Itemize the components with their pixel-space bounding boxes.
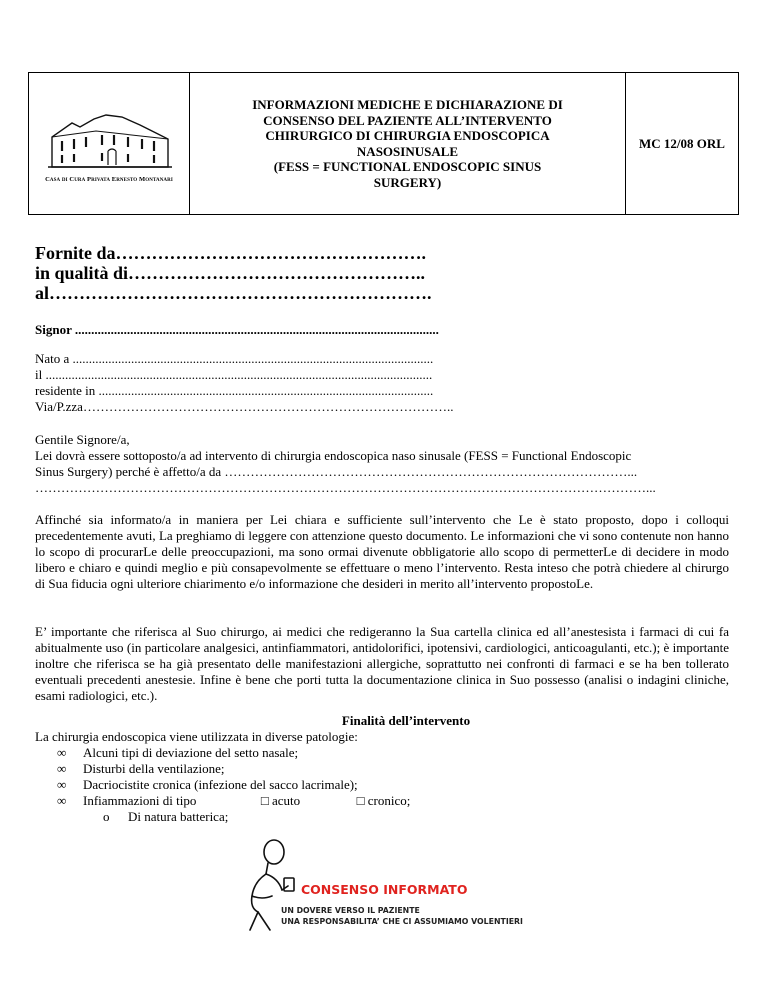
signor-field: Signor ................................................................................................................ (35, 322, 439, 337)
clinic-logo-cell (29, 73, 190, 214)
checkbox-cronico[interactable]: □ (356, 793, 365, 808)
paragraph-medications: E’ importante che riferisca al Suo chirurgo, ai medici che redigeranno la Sua cartella clinica ed all’anestesista i farmaci di cui fa abitualmente uso (in particolare analgesici, antinfiammatori, antidolorifici, ipotensivi, cardiologici, anticoagulanti, etc.); è importante inoltre che riferisca se ha già presentato delle manifestazioni allergiche, soprattutto nei confronti di farmaci e se ha ben tollerato eventuali precedenti anestesie. Infine è bene che porti tutta la documentazione clinica in Suo possesso (analisi o indagini cliniche, esami radiologici, etc.). (35, 624, 729, 703)
title-line: SURGERY) (373, 174, 442, 190)
finalita-intro: La chirurgia endoscopica viene utilizzata in diverse patologie: (35, 729, 358, 744)
infinity-bullet-icon: ∞ (57, 745, 67, 760)
al-line: al………………………………………………………. (35, 283, 432, 303)
option-acuto-label: acuto (271, 793, 301, 808)
title-line: NASOSINUSALE (356, 143, 459, 159)
clinic-building-logo (44, 105, 174, 175)
consent-logo-line: UN DOVERE VERSO IL PAZIENTE (281, 906, 420, 915)
il-field: il ....................................................................................................................... (35, 367, 433, 382)
list-item: ∞ Infiammazioni di tipo □ acuto □ cronico; (57, 793, 411, 808)
via-field: Via/P.zza………………………………………………………………………….. (35, 399, 454, 414)
intro-line: Sinus Surgery) perché è affetto/a da …………………………………………………………………………………... (35, 464, 638, 479)
clinic-logo-caption: Casa di Cura Privata Ernesto Montanari (45, 175, 173, 183)
header-table (28, 72, 739, 215)
circle-bullet-icon: o (103, 809, 110, 824)
list-item: ∞ Alcuni tipi di deviazione del setto nasale; (57, 745, 299, 760)
infinity-bullet-icon: ∞ (57, 761, 67, 776)
pathology-list (35, 745, 410, 825)
finalita-heading: Finalità dell’intervento (341, 713, 471, 728)
document-code-cell (626, 73, 738, 214)
title-line: CONSENSO DEL PAZIENTE ALL’INTERVENTO (263, 112, 552, 128)
infinity-bullet-icon: ∞ (57, 777, 67, 792)
title-line: CHIRURGICO DI CHIRURGIA ENDOSCOPICA (265, 128, 550, 143)
consent-logo-title: CONSENSO INFORMATO (301, 882, 468, 897)
document-title-cell (190, 73, 626, 214)
intro-line: ……………………………………………………………………………………………………………………………... (35, 480, 656, 495)
infinity-bullet-icon: ∞ (57, 793, 67, 808)
nato-a-field: Nato a ............................................................................................................... (35, 351, 434, 366)
paragraph-information: Affinché sia informato/a in maniera per Lei chiara e sufficiente sull’intervento che Le è stato proposto, dopo i colloqui precedentemente avuti, La preghiamo di leggere con attenzione questo documento. Le informazioni che vi sono contenute non hanno lo scopo di procurarLe delle preoccupazioni, ma sono ormai divenute obbligatorie allo scopo di permetterLe di decidere in modo libero e chiaro e quindi meglio e più consapevolmente se effettuare o meno l’intervento. Resta inteso che potrà chiedere al chirurgo di Sua fiducia ogni ulteriore chiarimento e/o informazione che desideri in merito all’intervento propostoLe. (35, 512, 729, 591)
intro-line: Lei dovrà essere sottoposto/a ad intervento di chirurgia endoscopica naso sinusale (FESS = Functional Endoscopic (35, 448, 632, 463)
document-code: MC 12/08 ORL (639, 135, 725, 151)
fornite-da-line: Fornite da……………………………………………. (35, 243, 426, 263)
title-line: INFORMAZIONI MEDICHE E DICHIARAZIONE DI (252, 97, 563, 112)
consent-logo-line: UNA RESPONSABILITA’ CHE CI ASSUMIAMO VOLENTIERI (281, 917, 523, 926)
in-qualita-di-line: in qualità di………………………………………….. (35, 263, 426, 283)
checkbox-acuto[interactable]: □ (260, 793, 269, 808)
title-line: (FESS = FUNCTIONAL ENDOSCOPIC SINUS (273, 159, 542, 174)
option-cronico-label: cronico; (367, 793, 411, 808)
list-item: ∞ Disturbi della ventilazione; (57, 761, 225, 776)
sub-list-item: o Di natura batterica; (103, 809, 229, 824)
list-item: ∞ Dacriocistite cronica (infezione del sacco lacrimale); (57, 777, 358, 792)
document-title (238, 97, 577, 190)
greeting: Gentile Signore/a, (35, 432, 130, 447)
residente-field: residente in ....................................................................................................... (35, 383, 434, 398)
